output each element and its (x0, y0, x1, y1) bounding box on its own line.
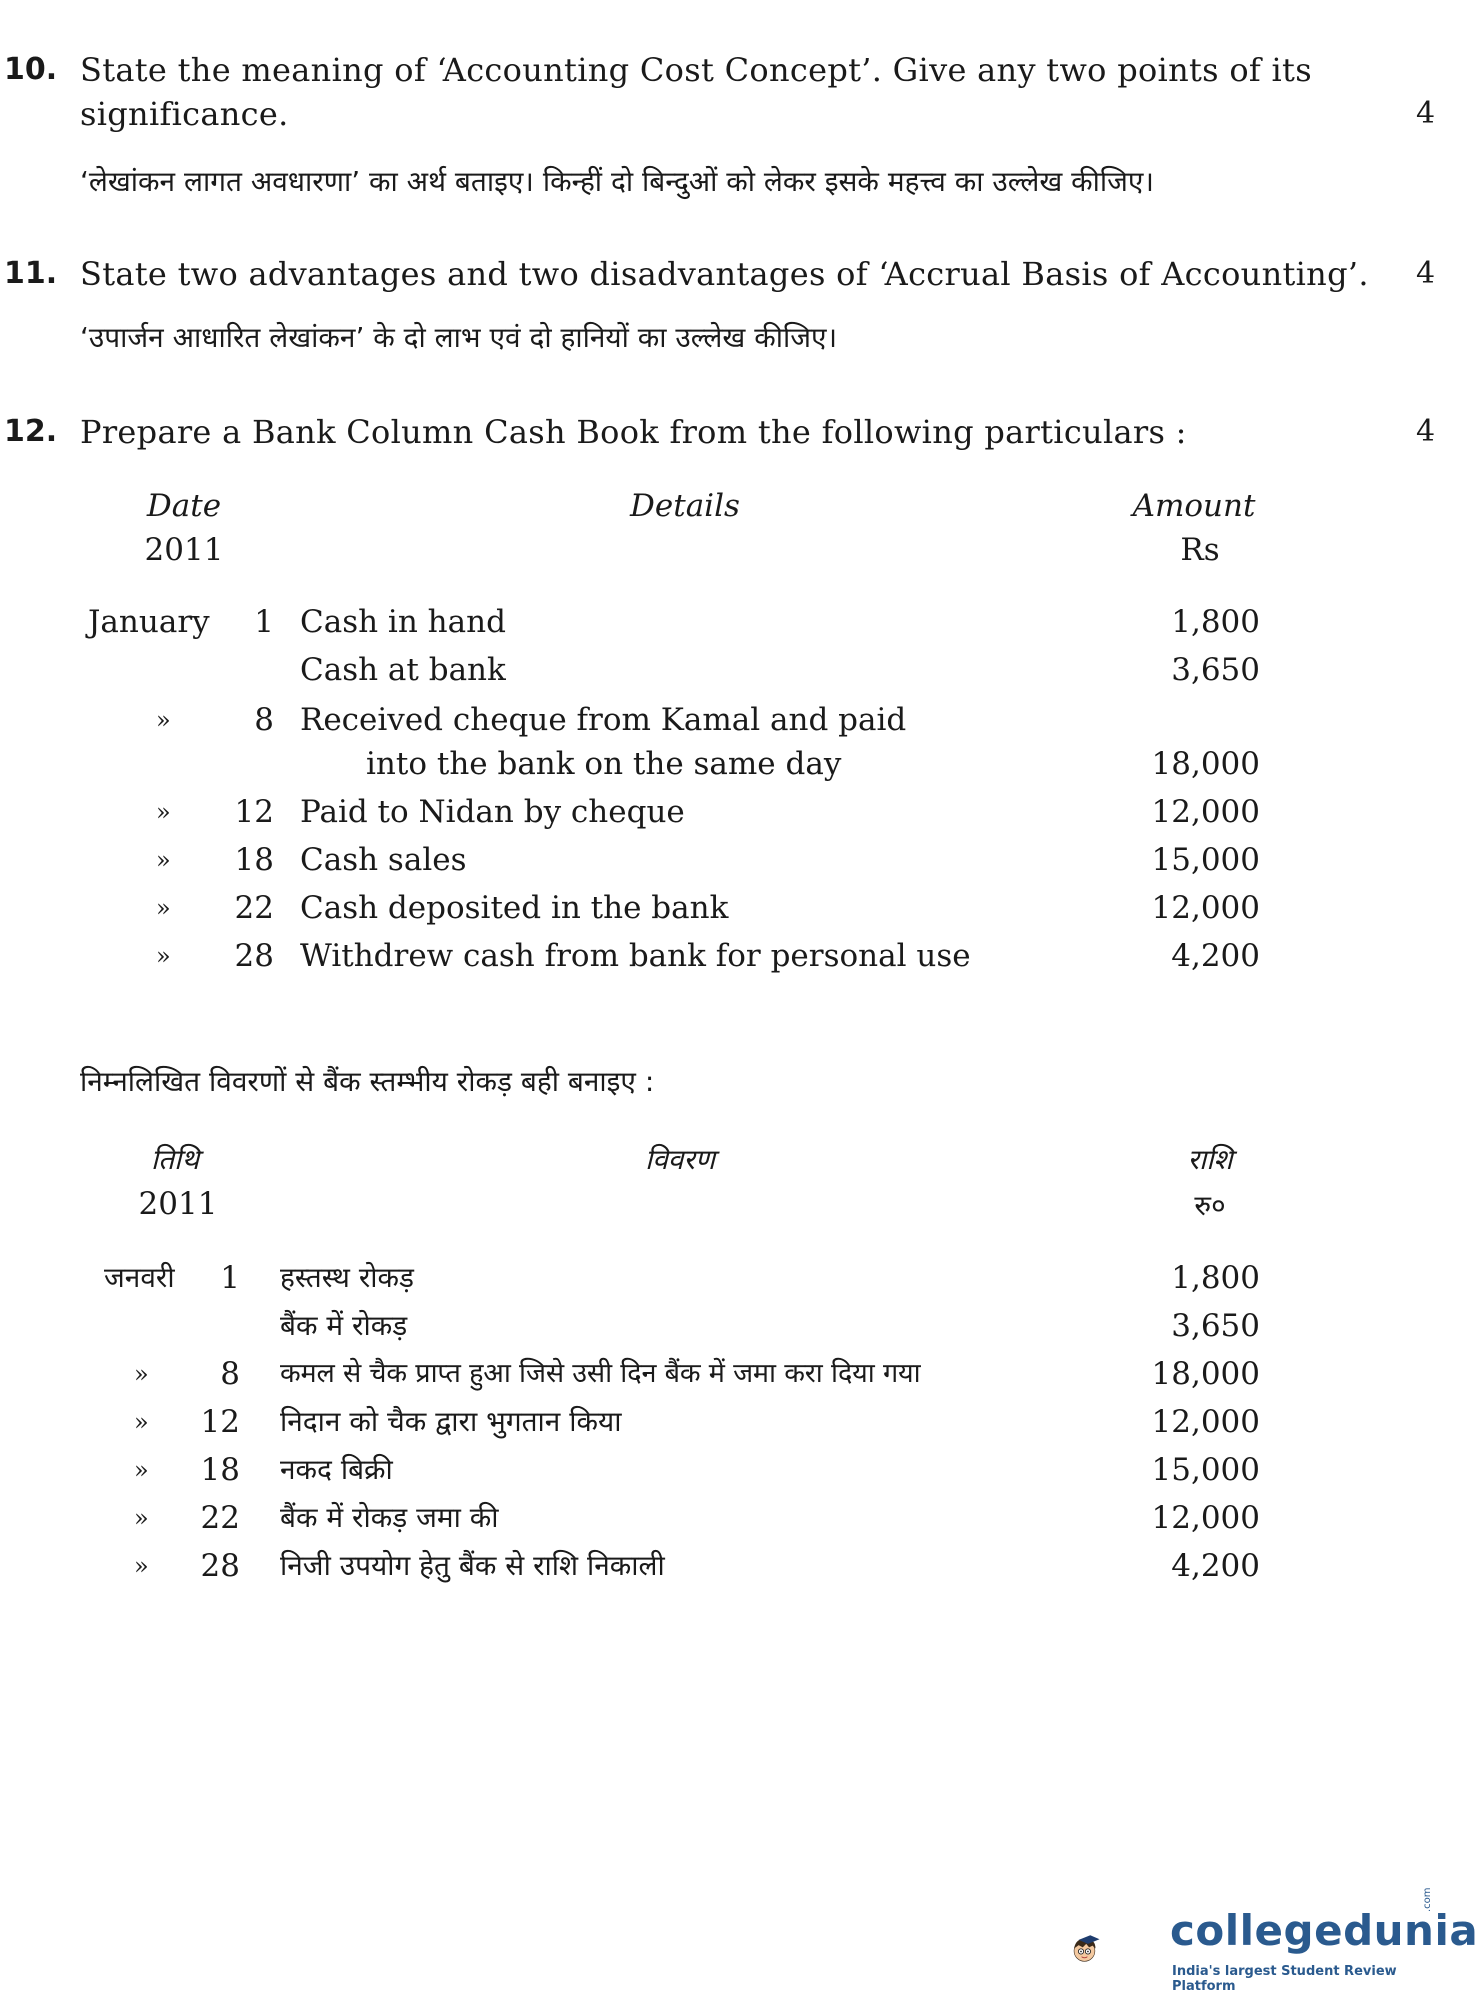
row-details: बैंक में रोकड़ जमा की (280, 1501, 499, 1534)
question-marks: 4 (1416, 256, 1436, 291)
row-day: 18 (200, 1452, 240, 1488)
question-number: 10. (4, 52, 58, 87)
question-10 (0, 48, 1446, 228)
row-amount: 4,200 (1171, 938, 1260, 974)
mascot-icon (1070, 1895, 1180, 2005)
row-amount: 4,200 (1171, 1548, 1260, 1584)
question-12-hindi-text: निम्नलिखित विवरणों से बैंक स्तम्भीय रोकड़ बही बनाइए : (80, 1065, 655, 1098)
row-amount: 12,000 (1151, 1404, 1260, 1440)
row-month: » (156, 706, 171, 734)
row-amount: 18,000 (1151, 1356, 1260, 1392)
row-amount: 12,000 (1151, 794, 1260, 830)
row-amount: 3,650 (1171, 1308, 1260, 1344)
question-marks: 4 (1416, 414, 1436, 449)
row-amount: 15,000 (1151, 1452, 1260, 1488)
question-text-line1: State the meaning of ‘Accounting Cost Concept’. Give any two points of its (80, 51, 1312, 89)
row-day: 12 (200, 1404, 240, 1440)
question-text-line1: Prepare a Bank Column Cash Book from the following particulars : (80, 413, 1187, 451)
row-details: Cash sales (300, 842, 467, 878)
row-month: January (88, 604, 210, 640)
row-details: कमल से चैक प्राप्त हुआ जिसे उसी दिन बैंक में जमा करा दिया गया (280, 1358, 921, 1389)
header-date: तिथि (150, 1143, 200, 1176)
row-amount: 18,000 (1151, 746, 1260, 782)
header-amount: Amount (1132, 488, 1256, 524)
row-month: » (134, 1360, 149, 1388)
row-month: जनवरी (104, 1261, 175, 1294)
row-day: 28 (234, 938, 274, 974)
row-month: » (134, 1504, 149, 1532)
row-details: हस्तस्थ रोकड़ (280, 1261, 415, 1294)
header-year: 2011 (144, 532, 224, 568)
row-amount: 1,800 (1171, 1260, 1260, 1296)
question-12 (0, 410, 1446, 460)
row-details: Withdrew cash from bank for personal use (300, 938, 971, 974)
row-day: 8 (220, 1356, 240, 1392)
logo-suffix: .com (1422, 1887, 1433, 1912)
question-11 (0, 252, 1446, 362)
row-day: 22 (234, 890, 274, 926)
row-details: Cash in hand (300, 604, 506, 640)
header-details: विवरण (644, 1143, 716, 1176)
row-month: » (156, 894, 171, 922)
header-currency: Rs (1180, 532, 1220, 568)
row-day: 22 (200, 1500, 240, 1536)
question-hindi-text: ‘उपार्जन आधारित लेखांकन’ के दो लाभ एवं दो हानियों का उल्लेख कीजिए। (80, 321, 838, 354)
row-day: 1 (254, 604, 274, 640)
row-details: Received cheque from Kamal and paid (300, 702, 907, 738)
row-month: » (156, 942, 171, 970)
row-details: नकद बिक्री (280, 1453, 393, 1486)
question-text-line1: State two advantages and two disadvantages of ‘Accrual Basis of Accounting’. (80, 255, 1369, 293)
row-amount: 12,000 (1151, 890, 1260, 926)
header-year: 2011 (138, 1186, 218, 1222)
row-amount: 12,000 (1151, 1500, 1260, 1536)
question-text-line2: significance. (80, 95, 289, 133)
row-month: » (134, 1456, 149, 1484)
logo-name: collegedunia (1170, 1906, 1478, 1955)
row-details: Paid to Nidan by cheque (300, 794, 685, 830)
row-amount: 1,800 (1171, 604, 1260, 640)
row-day: 8 (254, 702, 274, 738)
row-details: into the bank on the same day (366, 746, 842, 782)
row-day: 28 (200, 1548, 240, 1584)
header-currency: रु० (1194, 1189, 1226, 1222)
row-month: » (156, 798, 171, 826)
row-day: 18 (234, 842, 274, 878)
question-marks: 4 (1416, 96, 1436, 131)
header-date: Date (146, 488, 222, 524)
row-details: निदान को चैक द्वारा भुगतान किया (280, 1405, 622, 1438)
row-month: » (134, 1408, 149, 1436)
row-day: 12 (234, 794, 274, 830)
row-day: 1 (220, 1260, 240, 1296)
row-month: » (134, 1552, 149, 1580)
row-month: » (156, 846, 171, 874)
question-hindi-text: ‘लेखांकन लागत अवधारणा’ का अर्थ बताइए। किन्हीं दो बिन्दुओं को लेकर इसके महत्त्व का उल्लेख कीजिए। (80, 165, 1155, 198)
question-number: 12. (4, 414, 58, 449)
row-details: निजी उपयोग हेतु बैंक से राशि निकाली (280, 1549, 665, 1582)
header-amount: राशि (1187, 1143, 1233, 1176)
row-details: Cash deposited in the bank (300, 890, 729, 926)
header-details: Details (630, 488, 740, 524)
question-number: 11. (4, 256, 58, 291)
logo-tagline: India's largest Student Review Platform (1172, 1964, 1397, 1994)
row-amount: 15,000 (1151, 842, 1260, 878)
row-details: बैंक में रोकड़ (280, 1309, 408, 1342)
row-amount: 3,650 (1171, 652, 1260, 688)
row-details: Cash at bank (300, 652, 506, 688)
